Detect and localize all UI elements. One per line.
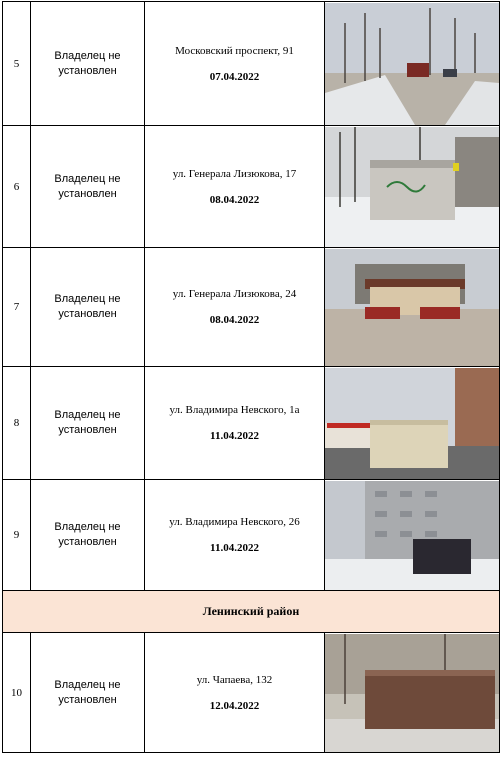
table-row	[3, 2, 500, 126]
address-text: Московский проспект, 91	[175, 44, 294, 57]
photo-cell	[325, 2, 500, 126]
date-text: 08.04.2022	[209, 314, 260, 326]
row-number: 5	[3, 2, 31, 126]
row-number: 9	[3, 480, 31, 591]
table-row	[3, 367, 500, 480]
address-text: ул. Генерала Лизюкова, 17	[172, 167, 297, 180]
table-row	[3, 126, 500, 248]
owner-cell: Владелец не установлен	[31, 367, 145, 480]
owner-cell: Владелец не установлен	[31, 480, 145, 591]
table-row	[3, 591, 500, 633]
address-cell	[145, 480, 325, 591]
photo-cell	[325, 633, 500, 753]
address-text: ул. Владимира Невского, 1а	[169, 404, 300, 416]
owner-cell: Владелец не установлен	[31, 248, 145, 367]
address-cell	[145, 126, 325, 248]
address-cell	[145, 248, 325, 367]
address-cell	[145, 2, 325, 126]
address-cell	[145, 367, 325, 480]
photo-cell	[325, 480, 500, 591]
photo-street-winter	[325, 3, 499, 125]
owner-cell: Владелец не установлен	[31, 2, 145, 126]
photo-brown-kiosk	[325, 634, 499, 752]
address-text: ул. Владимира Невского, 26	[169, 516, 300, 528]
photo-cell	[325, 367, 500, 480]
photo-cell	[325, 248, 500, 367]
photo-dark-kiosk	[325, 481, 499, 590]
row-number: 6	[3, 126, 31, 248]
row-number: 10	[3, 633, 31, 753]
table-row	[3, 480, 500, 591]
date-text: 11.04.2022	[210, 542, 259, 554]
date-text: 08.04.2022	[209, 193, 260, 206]
date-text: 11.04.2022	[210, 430, 259, 442]
district-header: Ленинский район	[3, 591, 500, 633]
photo-wooden-pavilion	[325, 249, 499, 366]
row-number: 7	[3, 248, 31, 367]
photo-beige-kiosk	[325, 368, 499, 479]
address-text: ул. Чапаева, 132	[196, 673, 273, 686]
address-text: ул. Генерала Лизюкова, 24	[172, 288, 297, 300]
photo-kiosk-graffiti	[325, 127, 499, 247]
address-cell	[145, 633, 325, 753]
owner-cell: Владелец не установлен	[31, 633, 145, 753]
row-number: 8	[3, 367, 31, 480]
registry-table	[2, 1, 500, 753]
owner-cell: Владелец не установлен	[31, 126, 145, 248]
table-row	[3, 633, 500, 753]
photo-cell	[325, 126, 500, 248]
table-row	[3, 248, 500, 367]
date-text: 07.04.2022	[209, 70, 260, 83]
date-text: 12.04.2022	[209, 699, 260, 712]
